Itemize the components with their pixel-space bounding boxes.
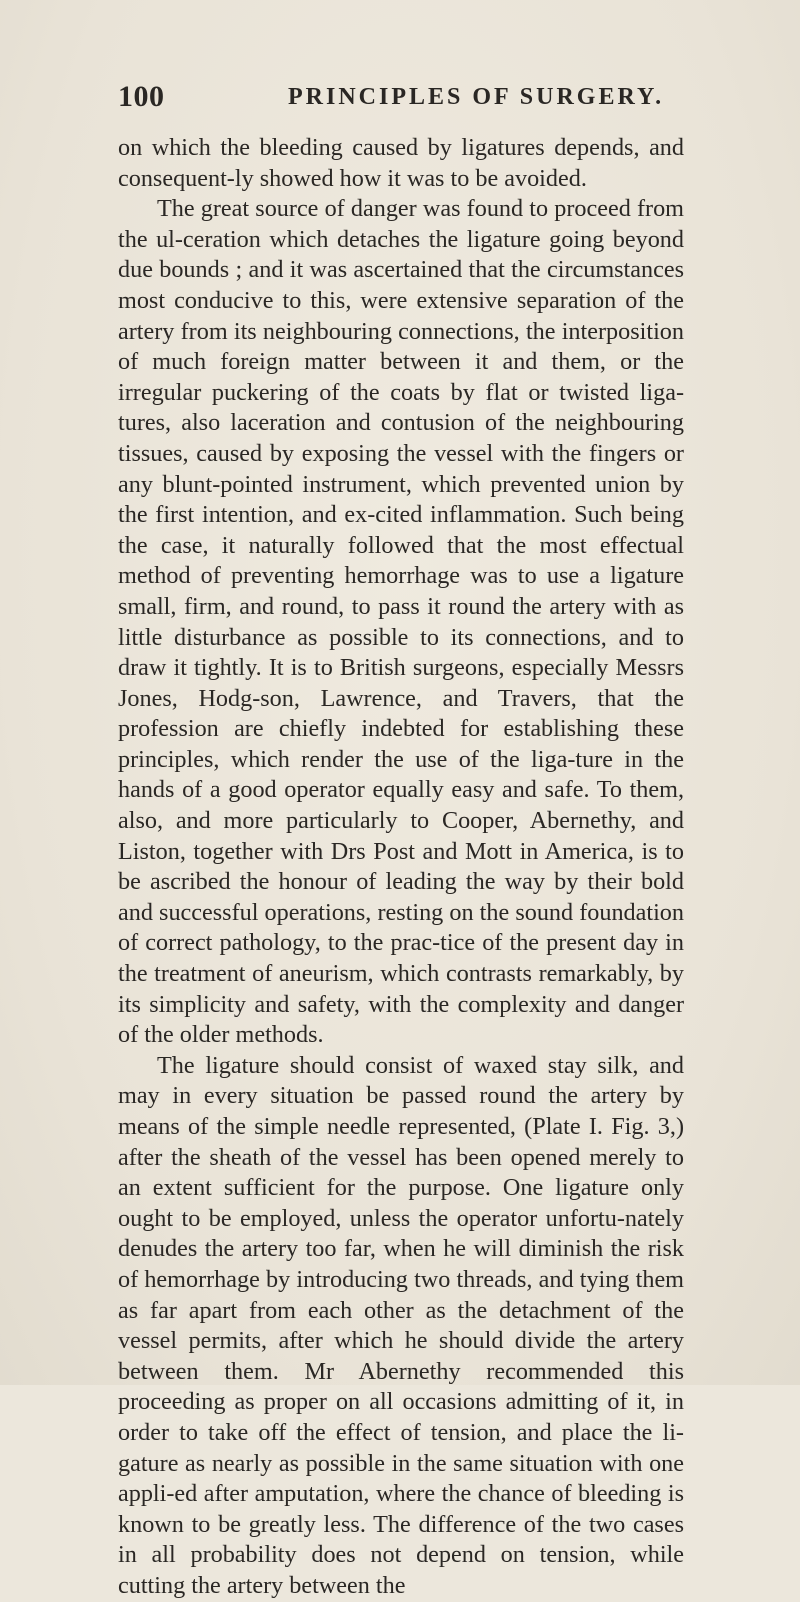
body-text	[118, 133, 684, 1602]
running-title: PRINCIPLES OF SURGERY.	[288, 84, 665, 110]
paragraph-continuation: on which the bleeding caused by ligatures depends, and consequent-ly showed how it was to be avoided.	[118, 134, 684, 192]
page-number: 100	[118, 80, 165, 113]
running-head	[118, 80, 678, 120]
paragraph-ulceration-danger: The great source of danger was found to proceed from the ul-ceration which detaches the ligature going beyond due bounds ; and it was ascertained that the circumstances most conducive to this, were extensive separation of the artery from its neighbouring connections, the interposition of much foreign matter between it and them, or the irregular puckering of the coats by flat or twisted liga-tures, also laceration and contusion of the neighbouring tissues, caused by exposing the vessel with the fingers or any blunt-pointed instrument, which prevented union by the first intention, and ex-cited inflammation. Such being the case, it naturally followed that the most effectual method of preventing hemorrhage was to use a ligature small, firm, and round, to pass it round the artery with as little disturbance as possible to its connections, and to draw it tightly. It is to British surgeons, especially Messrs Jones, Hodg-son, Lawrence, and Travers, that the profession are chiefly indebted for establishing these principles, which render the use of the liga-ture in the hands of a good operator equally easy and safe. To them, also, and more particularly to Cooper, Abernethy, and Liston, together with Drs Post and Mott in America, is to be ascribed the honour of leading the way by their bold and successful operations, resting on the sound foundation of correct pathology, to the prac-tice of the present day in the treatment of aneurism, which contrasts remarkably, by its simplicity and safety, with the complexity and danger of the older methods.	[118, 195, 684, 1049]
paragraph-ligature-material: The ligature should consist of waxed stay silk, and may in every situation be passed round the artery by means of the simple needle represented, (Plate I. Fig. 3,) after the sheath of the vessel has been opened merely to an extent sufficient for the purpose. One ligature only ought to be employed, unless the operator unfortu-nately denudes the artery too far, when he will diminish the risk of hemorrhage by introducing two threads, and tying them as far apart from each other as the detachment of the vessel permits, after which he should divide the artery between them. Mr Abernethy recommended this proceeding as proper on all occasions admitting of it, in order to take off the effect of tension, and place the li-gature as nearly as possible in the same situation with one appli-ed after amputation, where the chance of bleeding is known to be greatly less. The difference of the two cases in all probability does not depend on tension, while cutting the artery between the	[118, 1051, 684, 1599]
